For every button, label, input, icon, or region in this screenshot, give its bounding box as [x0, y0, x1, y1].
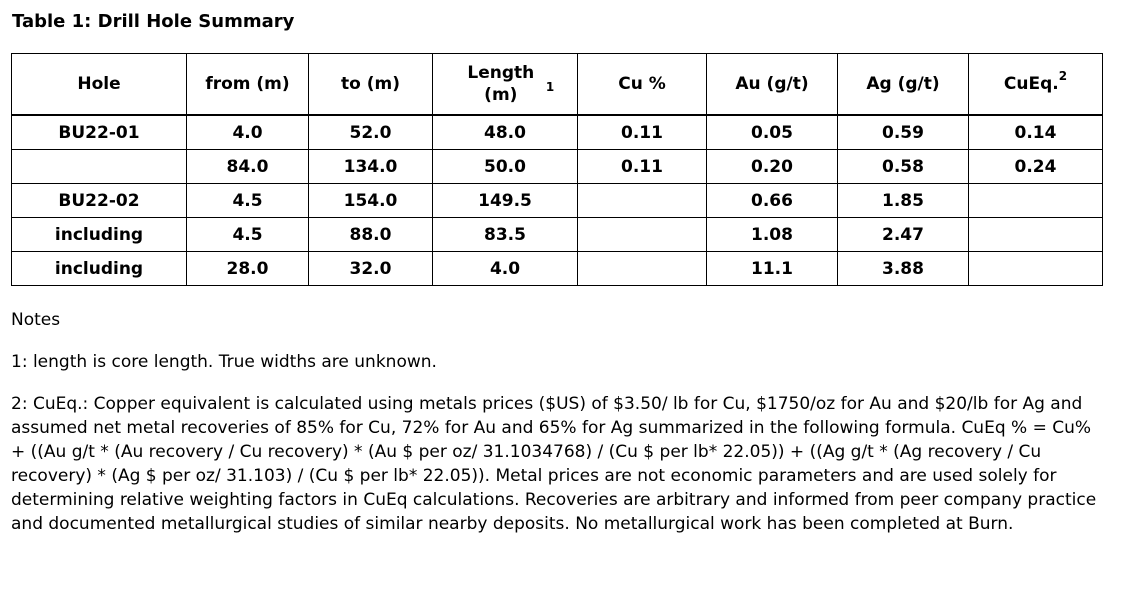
- footnote-marker-2: 2: [1058, 69, 1068, 84]
- cell-cu: [578, 184, 707, 218]
- cell-cueq: [969, 184, 1103, 218]
- cell-to: 32.0: [309, 252, 433, 286]
- table-row: [12, 252, 1103, 286]
- cell-to: 134.0: [309, 150, 433, 184]
- header-length-label: Length (m): [467, 63, 535, 105]
- header-to: to (m): [309, 54, 433, 116]
- cell-length: 50.0: [433, 150, 578, 184]
- cell-from: 4.0: [187, 115, 309, 150]
- cell-length: 83.5: [433, 218, 578, 252]
- header-hole: Hole: [12, 54, 187, 116]
- header-au: Au (g/t): [707, 54, 838, 116]
- cell-to: 52.0: [309, 115, 433, 150]
- cell-ag: 2.47: [838, 218, 969, 252]
- header-length: [433, 54, 578, 116]
- header-cueq: [969, 54, 1103, 116]
- table-row: [12, 218, 1103, 252]
- drill-hole-table: [11, 53, 1103, 286]
- cell-ag: 0.58: [838, 150, 969, 184]
- cell-cueq: [969, 218, 1103, 252]
- cell-from: 84.0: [187, 150, 309, 184]
- header-cueq-label: CuEq.: [1003, 74, 1059, 94]
- cell-hole: including: [12, 218, 187, 252]
- cell-to: 88.0: [309, 218, 433, 252]
- cell-from: 4.5: [187, 218, 309, 252]
- cell-au: 1.08: [707, 218, 838, 252]
- cell-ag: 1.85: [838, 184, 969, 218]
- cell-to: 154.0: [309, 184, 433, 218]
- cell-hole: including: [12, 252, 187, 286]
- cell-hole: BU22-02: [12, 184, 187, 218]
- cell-au: 11.1: [707, 252, 838, 286]
- cell-hole: BU22-01: [12, 115, 187, 150]
- table-row: [12, 184, 1103, 218]
- cell-ag: 0.59: [838, 115, 969, 150]
- cell-au: 0.66: [707, 184, 838, 218]
- cell-cueq: [969, 252, 1103, 286]
- table-row: [12, 115, 1103, 150]
- note-1: 1: length is core length. True widths are unknown.: [11, 352, 437, 372]
- cell-length: 48.0: [433, 115, 578, 150]
- cell-cueq: 0.14: [969, 115, 1103, 150]
- note-2: 2: CuEq.: Copper equivalent is calculated using metals prices ($US) of $3.50/ lb for Cu, $1750/oz for Au and $20/lb for Ag and assumed net metal recoveries of 85% for Cu, 72% for Au and 65% for Ag summarized in the following formula. CuEq % = Cu% + ((Au g/t * (Au recovery / Cu recovery) * (Au $ per oz/ 31.1034768) / (Cu $ per lb* 22.05)) + ((Ag g/t * (Ag recovery / Cu recovery) * (Ag $ per oz/ 31.103) / (Cu $ per lb* 22.05)). Metal prices are not economic parameters and are used solely for determining relative weighting factors in CuEq calculations. Recoveries are arbitrary and informed from peer company practice and documented metallurgical studies of similar nearby deposits. No metallurgical work has been completed at Burn.: [11, 394, 1097, 534]
- cell-cueq: 0.24: [969, 150, 1103, 184]
- cell-hole: [12, 150, 187, 184]
- cell-cu: [578, 218, 707, 252]
- cell-from: 28.0: [187, 252, 309, 286]
- footnote-marker-1: 1: [545, 80, 555, 95]
- cell-from: 4.5: [187, 184, 309, 218]
- cell-cu: 0.11: [578, 150, 707, 184]
- table-title: Table 1: Drill Hole Summary: [12, 11, 295, 32]
- notes-section: [11, 308, 1106, 536]
- table-row: [12, 150, 1103, 184]
- cell-length: 4.0: [433, 252, 578, 286]
- header-cu: Cu %: [578, 54, 707, 116]
- header-from: from (m): [187, 54, 309, 116]
- header-ag: Ag (g/t): [838, 54, 969, 116]
- cell-au: 0.20: [707, 150, 838, 184]
- cell-ag: 3.88: [838, 252, 969, 286]
- cell-length: 149.5: [433, 184, 578, 218]
- cell-cu: [578, 252, 707, 286]
- table-header-row: [12, 54, 1103, 116]
- cell-au: 0.05: [707, 115, 838, 150]
- notes-heading: Notes: [11, 310, 61, 330]
- cell-cu: 0.11: [578, 115, 707, 150]
